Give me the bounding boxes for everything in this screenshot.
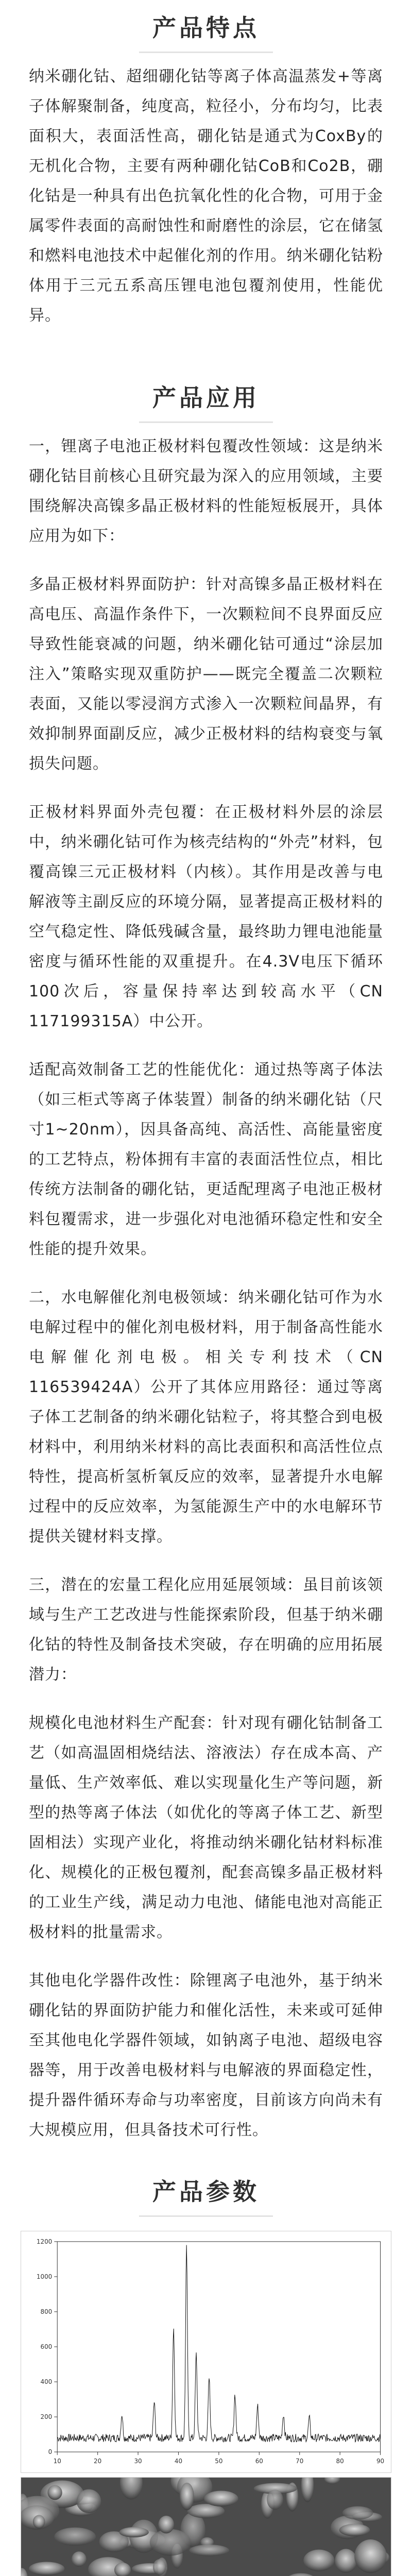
application-paragraph: 一，锂离子电池正极材料包覆改性领域：这是纳米硼化钴目前核心且研究最为深入的应用领域，主要围绕解决高镍多晶正极材料的性能短板展开，具体应用为如下： [29,437,383,545]
y-axis-tick-label: 600 [40,2343,53,2351]
sem-particle [119,2527,148,2537]
application-paragraph: 规模化电池材料生产配套：针对现有硼化钴制备工艺（如高温固相烧结法、溶液法）存在成本高、产量低、生产效率低、难以实现量化生产等问题，新型的热等离子体法（如优化的等离子体工艺、新型固相法）实现产业化，将推动纳米硼化钴材料标准化、规模化的正极包覆剂，配套高镍多晶正极材料的工业生产线，满足动力电池、储能电池对高能正极材料的批量需求。 [29,1714,383,1941]
sem-particle [47,2485,62,2500]
sem-particle [339,2524,370,2536]
x-axis-tick-label: 10 [53,2458,61,2465]
x-axis-tick-label: 30 [134,2458,142,2465]
y-axis-tick-label: 800 [40,2308,53,2315]
sem-particle [150,2529,191,2556]
x-axis-tick-label: 50 [215,2458,223,2465]
sem-particle [204,2491,238,2506]
xrd-pattern-chart [21,2231,391,2472]
sem-particle [180,2483,194,2510]
features-heading [0,0,412,62]
xrd-pattern-figure [21,2231,391,2473]
sem-micrograph-figure [21,2477,391,2576]
x-axis-tick-label: 80 [336,2458,344,2465]
y-axis-tick-label: 400 [40,2378,53,2386]
sem-particle [33,2515,45,2529]
heading-rule [139,52,273,53]
y-axis-tick-label: 1000 [36,2273,53,2280]
application-paragraph: 正极材料界面外壳包覆：在正极材料外层的涂层中，纳米硼化钴可作为核壳结构的“外壳”材料，包覆高镍三元正极材料（内核）。其作用是改善与电解液等主副反应的环境分隔，显著提高正极材料的空气稳定性、降低残碱含量，最终助力锂电池能量密度与循环性能的双重提升。在4.3V电压下循环100次后，容量保持率达到较高水平（CN 117199315A）中公开。 [29,803,383,1030]
x-axis-tick-label: 60 [255,2458,263,2465]
sem-particle [354,2539,387,2573]
application-paragraph: 其他电化学器件改性：除锂离子电池外，基于纳米硼化钴的界面防护能力和催化活性，未来或可延伸至其他电化学器件领域，如钠离子电池、超级电容器等，用于改善电极材料与电解液的界面稳定性，提升器件循环寿命与功率密度，目前该方向尚未有大规模应用，但具备技术可行性。 [29,1972,383,2139]
heading-rule [139,421,273,423]
y-axis-tick-label: 200 [40,2413,53,2421]
x-axis-tick-label: 40 [174,2458,183,2465]
x-axis-tick-label: 20 [94,2458,102,2465]
sem-particle [72,2551,87,2567]
sem-micrograph-image [21,2478,391,2576]
params-title: 产品参数 [152,2177,260,2206]
application-paragraph: 三，潜在的宏量工程化应用延展领域：虽目前该领域与生产工艺改进与性能探索阶段，但基于纳米硼化钴的特性及制备技术突破，存在明确的应用拓展潜力： [29,1576,383,1684]
application-paragraph: 适配高效制备工艺的性能优化：通过热等离子体法（如三柜式等离子体装置）制备的纳米硼化钴（尺寸1~20nm），因具备高纯、高活性、高能量密度的工艺特点，粉体拥有丰富的表面活性位点，相比传统方法制备的硼化钴，更适配理离子电池正极材料包覆需求，进一步强化对电池循环稳定性和安全性能的提升效果。 [29,1061,383,1258]
x-axis-tick-label: 70 [296,2458,304,2465]
sem-particle [342,2506,373,2520]
sem-particle [158,2516,174,2533]
sem-particle [77,2489,101,2513]
params-heading [0,2164,412,2226]
sem-particle [267,2489,283,2510]
features-paragraph: 纳米硼化钴、超细硼化钴等离子体高温蒸发+等离子体解聚制备，纯度高，粒径小，分布均匀，比表面积大，表面活性高，硼化钴是通式为CoxBy的无机化合物，主要有两种硼化钴CoB和Co2B，硼化钴是一种具有出色抗氧化性的化合物，可用于金属零件表面的高耐蚀性和耐磨性的涂层，它在储氢和燃料电池技术中起催化剂的作用。纳米硼化钴粉体用于三元五系高压锂电池包覆剂使用，性能优异。 [29,67,383,325]
features-body [0,62,412,331]
features-title: 产品特点 [152,13,260,42]
sem-particle [54,2528,96,2546]
sem-particle [335,2549,357,2573]
application-paragraph: 多晶正极材料界面防护：针对高镍多晶正极材料在高电压、高温作条件下，一次颗粒间不良界面反应导致性能衰减的问题，纳米硼化钴可通过“涂层加注入”策略实现双重防护——既完全覆盖二次颗粒表面，又能以零浸润方式渗入一次颗粒间晶界，有效抑制界面副反应，减少正极材料的结构衰变与氧损失问题。 [29,575,383,773]
y-axis-tick-label: 1200 [36,2238,53,2245]
application-body [0,432,412,2145]
xrd-trace [57,2245,380,2442]
heading-rule [139,2215,273,2217]
sem-particle [153,2559,166,2575]
sem-particle [29,2562,64,2575]
application-heading [0,370,412,432]
x-axis-tick-label: 90 [376,2458,385,2465]
application-title: 产品应用 [152,383,260,412]
y-axis-tick-label: 0 [48,2448,53,2456]
sem-particle [189,2545,229,2556]
sem-particle [303,2550,334,2571]
xrd-plot-frame [57,2242,380,2452]
application-paragraph: 二，水电解催化剂电极领域：纳米硼化钴可作为水电解过程中的催化剂电极材料，用于制备高性能水电解催化剂电极。相关专利技术（CN 116539424A）公开了其体应用路径：通过等离子体工艺制备的纳米硼化钴粒子，将其整合到电极材料中，利用纳米材料的高比表面积和高活性位点特性，提高析氢析氧反应的效率，显著提升水电解过程中的反应效率，为氢能源生产中的水电解环节提供关键材料支撑。 [29,1289,383,1546]
